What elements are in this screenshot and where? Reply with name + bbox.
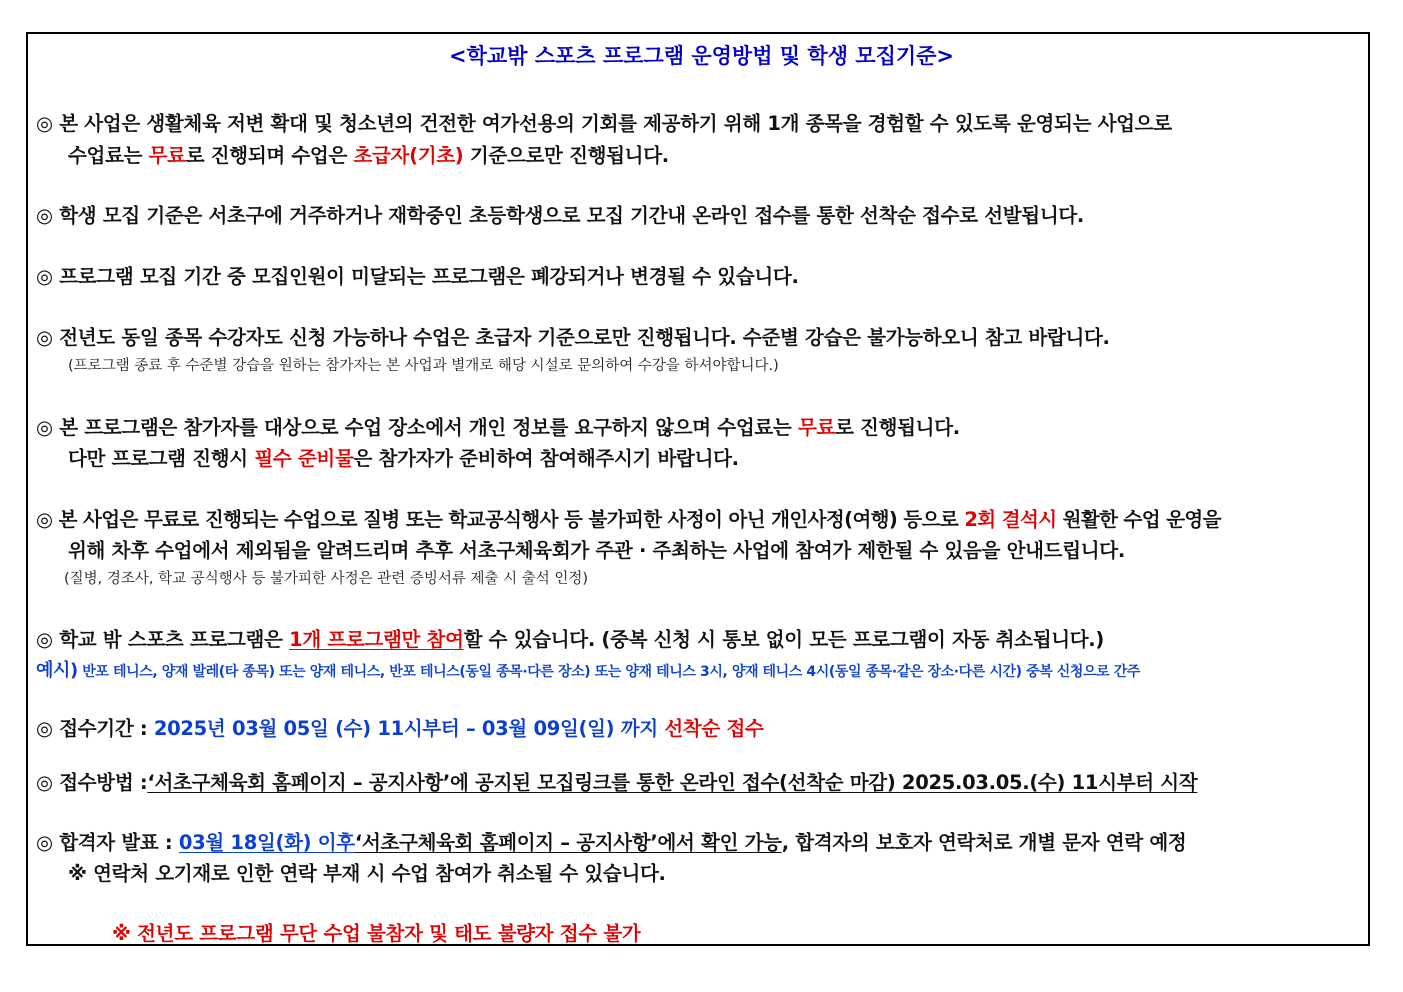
section-4-line: ◎ 전년도 동일 종목 수강자도 신청 가능하나 수업은 초급자 기준으로만 진행됩니다. 수준별 강습은 불가능하오니 참고 바랍니다. [36,326,1110,349]
section-7-example: 예시) 반포 테니스, 양재 발레(타 종목) 또는 양재 테니스, 반포 테니스(동일 종목·다른 장소) 또는 양재 테니스 3시, 양재 테니스 4시(동일 종목·같은 장소·다른 시간) 중복 신청으로 간주 [36,660,1141,681]
first-come-highlight: 선착순 접수 [657,717,764,740]
free-highlight: 무료 [148,144,186,167]
section-6-line-2: 위해 차후 수업에서 제외됨을 알려드리며 추후 서초구체육회가 주관 · 주최하는 사업에 참여가 제한될 수 있음을 안내드립니다. [68,539,1125,562]
notice-frame [26,32,1370,946]
absence-highlight: 2회 결석시 [964,508,1057,531]
section-5-line-2: 다만 프로그램 진행시 필수 준비물은 참가자가 준비하여 참여해주시기 바랍니다. [68,447,739,470]
section-6-line-1: ◎ 본 사업은 무료로 진행되는 수업으로 질병 또는 학교공식행사 등 불가피한 사정이 아닌 개인사정(여행) 등으로 2회 결석시 원활한 수업 운영을 [36,508,1221,531]
section-10-note: ※ 연락처 오기재로 인한 연락 부재 시 수업 참여가 취소될 수 있습니다. [68,862,666,885]
bullet-icon: ◎ [36,265,53,288]
section-9-line: ◎ 접수방법 :‘서초구체육회 홈페이지 – 공지사항’에 공지된 모집링크를 통한 온라인 접수(선착순 마감) 2025.03.05.(수) 11시부터 시작 [36,771,1198,794]
free-highlight: 무료 [797,416,836,439]
required-items-highlight: 필수 준비물 [254,447,354,470]
bullet-icon: ◎ [36,112,53,135]
section-4-note: (프로그램 종료 후 수준별 강습을 원하는 참가자는 본 사업과 별개로 해당 시설로 문의하여 수강을 하셔야합니다.) [68,358,779,374]
bullet-icon: ◎ [36,508,53,531]
page-title: <학교밖 스포츠 프로그램 운영방법 및 학생 모집기준> [448,44,955,68]
section-1-line-2: 수업료는 무료로 진행되며 수업은 초급자(기초) 기준으로만 진행됩니다. [68,144,669,167]
bullet-icon: ◎ [36,326,53,349]
section-1-line-1: ◎ 본 사업은 생활체육 저변 확대 및 청소년의 건전한 여가선용의 기회를 제공하기 위해 1개 종목을 경험할 수 있도록 운영되는 사업으로 [36,112,1172,135]
one-program-highlight: 1개 프로그램만 참여 [289,628,464,651]
bullet-icon: ◎ [36,831,53,854]
section-2-line: ◎ 학생 모집 기준은 서초구에 거주하거나 재학중인 초등학생으로 모집 기간내 온라인 접수를 통한 선착순 접수로 선발됩니다. [36,204,1085,227]
announcement-location: ‘서초구체육회 홈페이지 – 공지사항’에서 확인 가능 [354,831,782,854]
application-method: ‘서초구체육회 홈페이지 – 공지사항’에 공지된 모집링크를 통한 온라인 접수(선착순 마감) 2025.03.05.(수) 11시부터 시작 [147,771,1198,794]
bullet-icon: ◎ [36,717,53,740]
bullet-icon: ◎ [36,204,53,227]
section-3-line: ◎ 프로그램 모집 기간 중 모집인원이 미달되는 프로그램은 폐강되거나 변경될 수 있습니다. [36,265,799,288]
application-period: 2025년 03월 05일 (수) 11시부터 – 03월 09일(일) 까지 [153,717,658,740]
final-warning: ※ 전년도 프로그램 무단 수업 불참자 및 태도 불량자 접수 불가 [112,922,641,945]
announcement-date: 03월 18일(화) 이후 [178,831,355,854]
example-label: 예시) [36,660,78,681]
section-8-line: ◎ 접수기간 : 2025년 03월 05일 (수) 11시부터 – 03월 09일(일) 까지 선착순 접수 [36,717,764,740]
bullet-icon: ◎ [36,771,53,794]
bullet-icon: ◎ [36,416,53,439]
beginner-highlight: 초급자(기초) [353,144,464,167]
section-5-line-1: ◎ 본 프로그램은 참가자를 대상으로 수업 장소에서 개인 정보를 요구하지 않으며 수업료는 무료로 진행됩니다. [36,416,960,439]
section-7-line-1: ◎ 학교 밖 스포츠 프로그램은 1개 프로그램만 참여할 수 있습니다. (중복 신청 시 통보 없이 모든 프로그램이 자동 취소됩니다.) [36,628,1105,651]
bullet-icon: ◎ [36,628,53,651]
section-6-note: (질병, 경조사, 학교 공식행사 등 불가피한 사정은 관련 증빙서류 제출 시 출석 인정) [64,571,589,587]
section-10-line-1: ◎ 합격자 발표 : 03월 18일(화) 이후‘서초구체육회 홈페이지 – 공지사항’에서 확인 가능, 합격자의 보호자 연락처로 개별 문자 연락 예정 [36,831,1187,854]
